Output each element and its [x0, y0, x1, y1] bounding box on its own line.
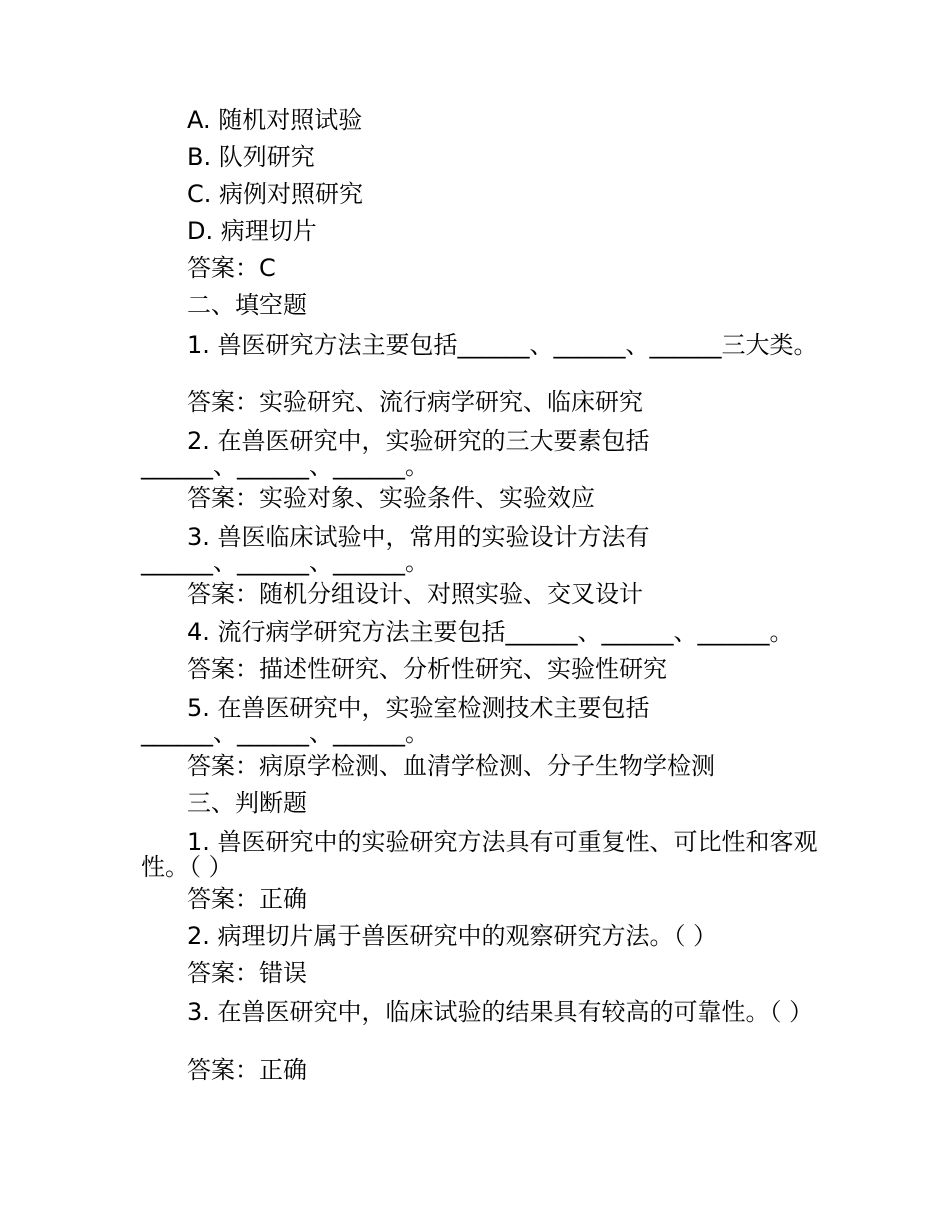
section-heading-fill-in: 二、填空题 — [187, 291, 307, 319]
fill-question-3: 3. 兽医临床试验中，常用的实验设计方法有 ______、______、______。 — [141, 523, 650, 576]
fill-answer-3: 答案：随机分组设计、对照实验、交叉设计 — [187, 580, 643, 608]
fill-answer-1: 答案：实验研究、流行病学研究、临床研究 — [187, 388, 643, 416]
fill-question-1: 1. 兽医研究方法主要包括______、______、______三大类。 — [187, 331, 818, 359]
fill-answer-2: 答案：实验对象、实验条件、实验效应 — [187, 484, 595, 512]
answer-choice: 答案：C — [187, 254, 276, 282]
judge-question-3: 3. 在兽医研究中，临床试验的结果具有较高的可靠性。（ ） — [187, 998, 814, 1026]
option-c: C. 病例对照研究 — [187, 180, 364, 208]
fill-question-5: 5. 在兽医研究中，实验室检测技术主要包括 ______、______、______。 — [141, 694, 650, 747]
judge-answer-1: 答案：正确 — [187, 885, 307, 913]
judge-question-1: 1. 兽医研究中的实验研究方法具有可重复性、可比性和客观性。（ ） — [141, 828, 818, 881]
option-a: A. 随机对照试验 — [187, 106, 363, 134]
fill-question-2: 2. 在兽医研究中，实验研究的三大要素包括 ______、______、______。 — [141, 427, 650, 480]
judge-answer-2: 答案：错误 — [187, 959, 307, 987]
fill-answer-5: 答案：病原学检测、血清学检测、分子生物学检测 — [187, 752, 715, 780]
judge-answer-3: 答案：正确 — [187, 1056, 307, 1084]
judge-question-2: 2. 病理切片属于兽医研究中的观察研究方法。（ ） — [187, 922, 718, 950]
option-d: D. 病理切片 — [187, 217, 317, 245]
fill-answer-4: 答案：描述性研究、分析性研究、实验性研究 — [187, 655, 667, 683]
fill-question-4: 4. 流行病学研究方法主要包括______、______、______。 — [187, 618, 794, 646]
section-heading-true-false: 三、判断题 — [187, 789, 307, 817]
option-b: B. 队列研究 — [187, 143, 315, 171]
